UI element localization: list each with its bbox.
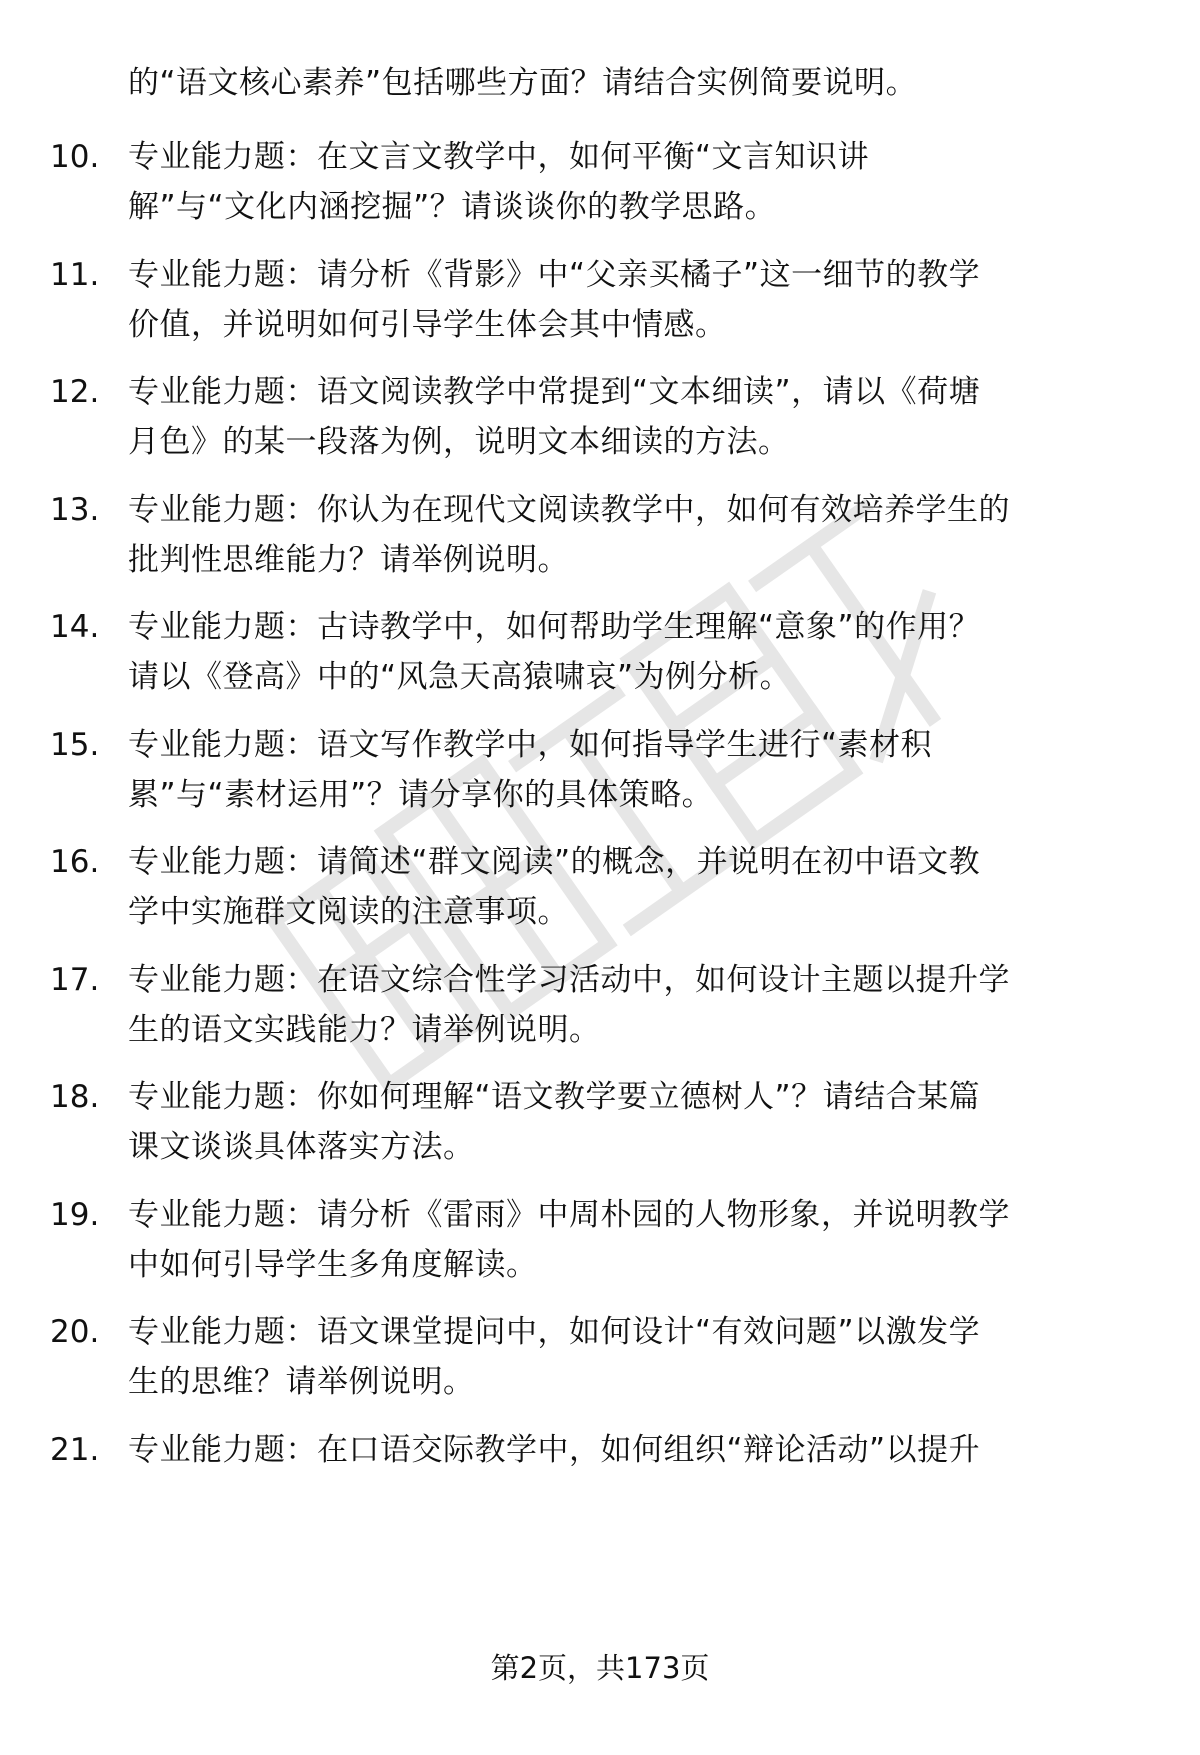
question-text <box>128 602 1138 702</box>
question-text-line: 专业能力题：请分析《雷雨》中周朴园的人物形象，并说明教学 <box>128 1196 1010 1233</box>
question-text-line: 批判性思维能力？请举例说明。 <box>128 541 569 578</box>
question-text <box>128 720 1138 820</box>
question-text-line: 生的思维？请举例说明。 <box>128 1364 475 1400</box>
question-number: 15. <box>50 726 100 763</box>
question-text <box>128 955 1138 1055</box>
question-text-line: 课文谈谈具体落实方法。 <box>128 1129 475 1165</box>
question-text-line: 价值，并说明如何引导学生体会其中情感。 <box>128 306 727 343</box>
question-text <box>128 132 1138 232</box>
question-text-line: 中如何引导学生多角度解读。 <box>128 1246 538 1283</box>
question-text <box>128 1307 1138 1407</box>
question-text-line: 月色》的某一段落为例，说明文本细读的方法。 <box>128 424 790 460</box>
question-text-line: 专业能力题：在口语交际教学中，如何组织“辩论活动”以提升 <box>128 1431 981 1468</box>
question-text-line: 专业能力题：古诗教学中，如何帮助学生理解“意象”的作用？ <box>128 609 981 645</box>
question-text <box>128 485 1138 585</box>
question-item <box>0 250 1200 360</box>
question-item <box>0 1307 1200 1417</box>
question-item <box>0 720 1200 830</box>
page-footer: 第2页，共173页 <box>490 1651 710 1685</box>
question-text-line: 请以《登高》中的“风急天高猿啸哀”为例分析。 <box>128 659 792 695</box>
question-text-line: 专业能力题：请简述“群文阅读”的概念，并说明在初中语文教 <box>128 844 981 880</box>
question-text <box>128 837 1138 937</box>
question-item <box>0 955 1200 1065</box>
question-item <box>0 837 1200 947</box>
question-text-line: 专业能力题：语文课堂提问中，如何设计“有效问题”以激发学 <box>128 1314 981 1350</box>
question-text <box>128 1072 1138 1172</box>
question-item <box>0 367 1200 477</box>
question-number: 10. <box>50 139 100 175</box>
question-text <box>128 1190 1138 1290</box>
question-item <box>0 132 1200 242</box>
question-text-line: 学中实施群文阅读的注意事项。 <box>128 894 569 930</box>
question-number: 21. <box>50 1431 100 1468</box>
question-text-line: 专业能力题：在文言文教学中，如何平衡“文言知识讲 <box>128 139 870 175</box>
question-item <box>0 1072 1200 1182</box>
question-item <box>0 485 1200 595</box>
question-number: 14. <box>50 609 100 645</box>
question-text-line: 专业能力题：语文阅读教学中常提到“文本细读”，请以《荷塘 <box>128 374 981 410</box>
question-number: 12. <box>50 374 100 410</box>
question-item <box>0 602 1200 712</box>
question-text-line: 生的语文实践能力？请举例说明。 <box>128 1011 601 1048</box>
question-number: 19. <box>50 1196 100 1233</box>
question-text-line: 累”与“素材运用”？请分享你的具体策略。 <box>128 776 714 813</box>
question-text-line: 专业能力题：你如何理解“语文教学要立德树人”？请结合某篇 <box>128 1079 981 1115</box>
question-number: 16. <box>50 844 100 880</box>
question-text-line: 专业能力题：请分析《背影》中“父亲买橘子”这一细节的教学 <box>128 256 981 293</box>
question-text-line: 专业能力题：语文写作教学中，如何指导学生进行“素材积 <box>128 726 933 763</box>
continued-question-text: 的“语文核心素养”包括哪些方面？请结合实例简要说明。 <box>128 65 918 101</box>
question-number: 18. <box>50 1079 100 1115</box>
question-item <box>0 1190 1200 1300</box>
question-text-line: 专业能力题：在语文综合性学习活动中，如何设计主题以提升学 <box>128 961 1010 998</box>
question-text <box>128 1425 1138 1475</box>
question-number: 11. <box>50 256 100 293</box>
question-text <box>128 367 1138 467</box>
question-text-line: 专业能力题：你认为在现代文阅读教学中，如何有效培养学生的 <box>128 491 1010 528</box>
question-text-line: 解”与“文化内涵挖掘”？请谈谈你的教学思路。 <box>128 189 777 225</box>
question-item <box>0 1425 1200 1535</box>
question-number: 13. <box>50 491 100 528</box>
question-number: 17. <box>50 961 100 998</box>
question-number: 20. <box>50 1314 100 1350</box>
question-text <box>128 250 1138 350</box>
